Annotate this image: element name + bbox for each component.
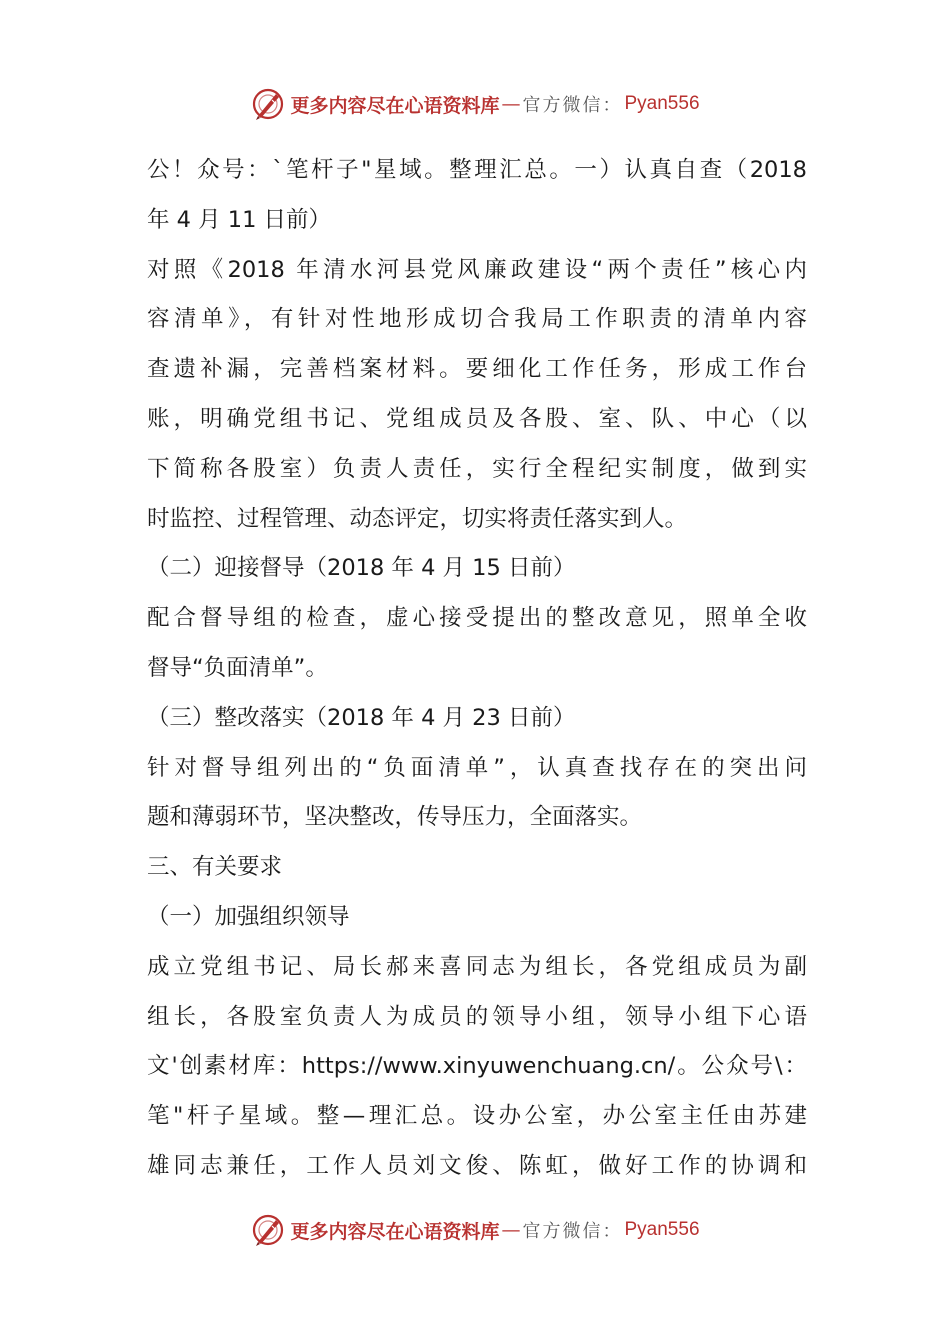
text-line: 容清单》，有针对性地形成切合我局工作职责的清单内容 [147, 306, 807, 333]
text-line: 题和薄弱环节，坚决整改，传导压力，全面落实。 [147, 804, 643, 831]
header-banner [0, 84, 950, 124]
footer-banner [0, 1210, 950, 1250]
banner-wechat-label: 官方微信： [522, 1221, 623, 1242]
text-line: 查遗补漏，完善档案材料。要细化工作任务，形成工作台 [147, 356, 807, 383]
pen-logo-icon [250, 1212, 286, 1248]
banner-separator: — [501, 93, 521, 115]
text-line: 配合督导组的检查，虚心接受提出的整改意见，照单全收 [147, 605, 807, 632]
text-line: 针对督导组列出的“负面清单”，认真查找存在的突出问 [147, 754, 807, 781]
banner-title: 更多内容尽在心语资料库 [290, 1220, 500, 1243]
section-heading: （一）加强组织领导 [147, 903, 350, 930]
text-line: 公！众号：`笔杆子"星域。整理汇总。一）认真自查（2018 [147, 157, 807, 183]
document-body [147, 146, 807, 1192]
text-line: 笔"杆子星域。整—理汇总。设办公室，办公室主任由苏建 [147, 1103, 807, 1130]
banner-title: 更多内容尽在心语资料库 [290, 94, 500, 117]
pen-logo-icon [250, 86, 286, 122]
text-line: 时监控、过程管理、动态评定，切实将责任落实到人。 [147, 505, 688, 532]
section-heading: 三、有关要求 [147, 854, 283, 881]
text-line: 年 4 月 11 日前） [147, 206, 332, 233]
section-heading: （二）迎接督导（2018 年 4 月 15 日前） [147, 555, 576, 582]
text-line: 组长，各股室负责人为成员的领导小组，领导小组下心语 [147, 1003, 807, 1030]
text-line: 下简称各股室）负责人责任，实行全程纪实制度，做到实 [147, 455, 807, 482]
text-line: 对照《2018 年清水河县党风廉政建设“两个责任”核心内 [147, 256, 807, 283]
banner-wechat-id: Pyan556 [624, 1219, 700, 1240]
banner-separator: — [501, 1219, 521, 1241]
banner-wechat-id: Pyan556 [624, 93, 700, 114]
section-heading: （三）整改落实（2018 年 4 月 23 日前） [147, 704, 576, 731]
banner-wechat-label: 官方微信： [522, 95, 623, 116]
text-line: 雄同志兼任，工作人员刘文俊、陈虹，做好工作的协调和 [147, 1152, 807, 1179]
text-line: 督导“负面清单”。 [147, 654, 328, 681]
text-line: 账，明确党组书记、党组成员及各股、室、队、中心（以 [147, 405, 807, 432]
text-line: 文'创素材库：https://www.xinyuwenchuang.cn/。公众号\： [147, 1053, 807, 1080]
text-line: 成立党组书记、局长郝来喜同志为组长，各党组成员为副 [147, 953, 807, 980]
